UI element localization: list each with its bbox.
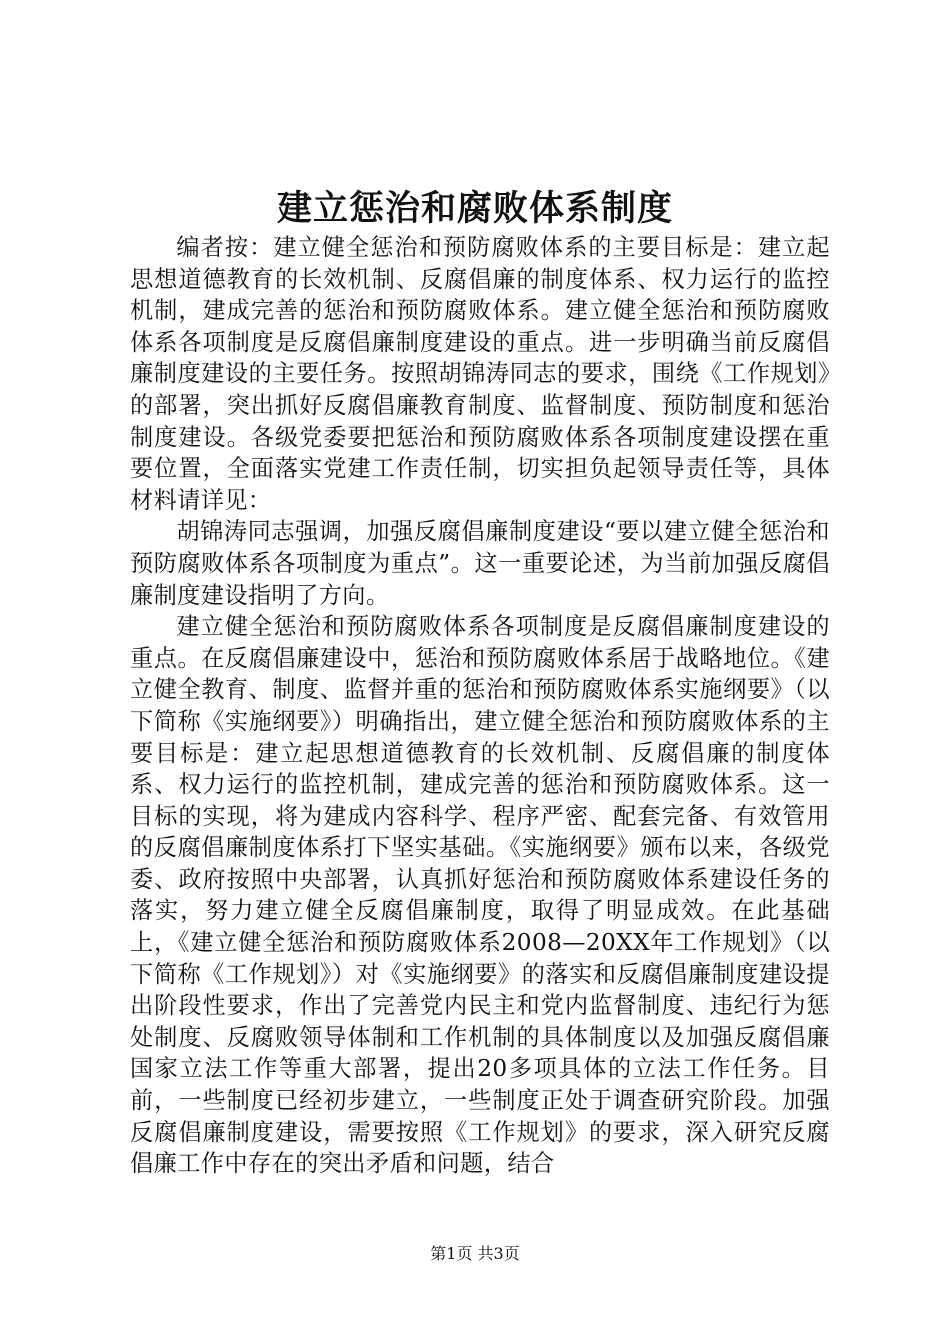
- document-body: [130, 232, 830, 1180]
- document-title: 建立惩治和腐败体系制度: [276, 188, 673, 229]
- paragraph-editor-note: 编者按：建立健全惩治和预防腐败体系的主要目标是：建立起思想道德教育的长效机制、反腐倡廉的制度体系、权力运行的监控机制，建成完善的惩治和预防腐败体系。建立健全惩治和预防腐败体系各项制度是反腐倡廉制度建设的重点。进一步明确当前反腐倡廉制度建设的主要任务。按照胡锦涛同志的要求，围绕《工作规划》的部署，突出抓好反腐倡廉教育制度、监督制度、预防制度和惩治制度建设。各级党委要把惩治和预防腐败体系各项制度建设摆在重要位置，全面落实党建工作责任制，切实担负起领导责任等，具体材料请详见：: [130, 234, 830, 514]
- page-footer: 第1页 共3页: [430, 1244, 520, 1263]
- paragraph-system-construction: 建立健全惩治和预防腐败体系各项制度是反腐倡廉制度建设的重点。在反腐倡廉建设中，惩治和预防腐败体系居于战略地位。《建立健全教育、制度、监督并重的惩治和预防腐败体系实施纲要》（以下简称《实施纲要》）明确指出，建立健全惩治和预防腐败体系的主要目标是：建立起思想道德教育的长效机制、反腐倡廉的制度体系、权力运行的监控机制，建成完善的惩治和预防腐败体系。这一目标的实现，将为建成内容科学、程序严密、配套完备、有效管用的反腐倡廉制度体系打下坚实基础。《实施纲要》颁布以来，各级党委、政府按照中央部署，认真抓好惩治和预防腐败体系建设任务的落实，努力建立健全反腐倡廉制度，取得了明显成效。在此基础上，《建立健全惩治和预防腐败体系2008—20XX年工作规划》（以下简称《工作规划》）对《实施纲要》的落实和反腐倡廉制度建设提出阶段性要求，作出了完善党内民主和党内监督制度、违纪行为惩处制度、反腐败领导体制和工作机制的具体制度以及加强反腐倡廉国家立法工作等重大部署，提出20多项具体的立法工作任务。目前，一些制度已经初步建立，一些制度正处于调查研究阶段。加强反腐倡廉制度建设，需要按照《工作规划》的要求，深入研究反腐倡廉工作中存在的突出矛盾和问题，结合: [130, 613, 830, 1178]
- paragraph-emphasis: 胡锦涛同志强调，加强反腐倡廉制度建设“要以建立健全惩治和预防腐败体系各项制度为重点”。这一重要论述，为当前加强反腐倡廉制度建设指明了方向。: [130, 518, 830, 609]
